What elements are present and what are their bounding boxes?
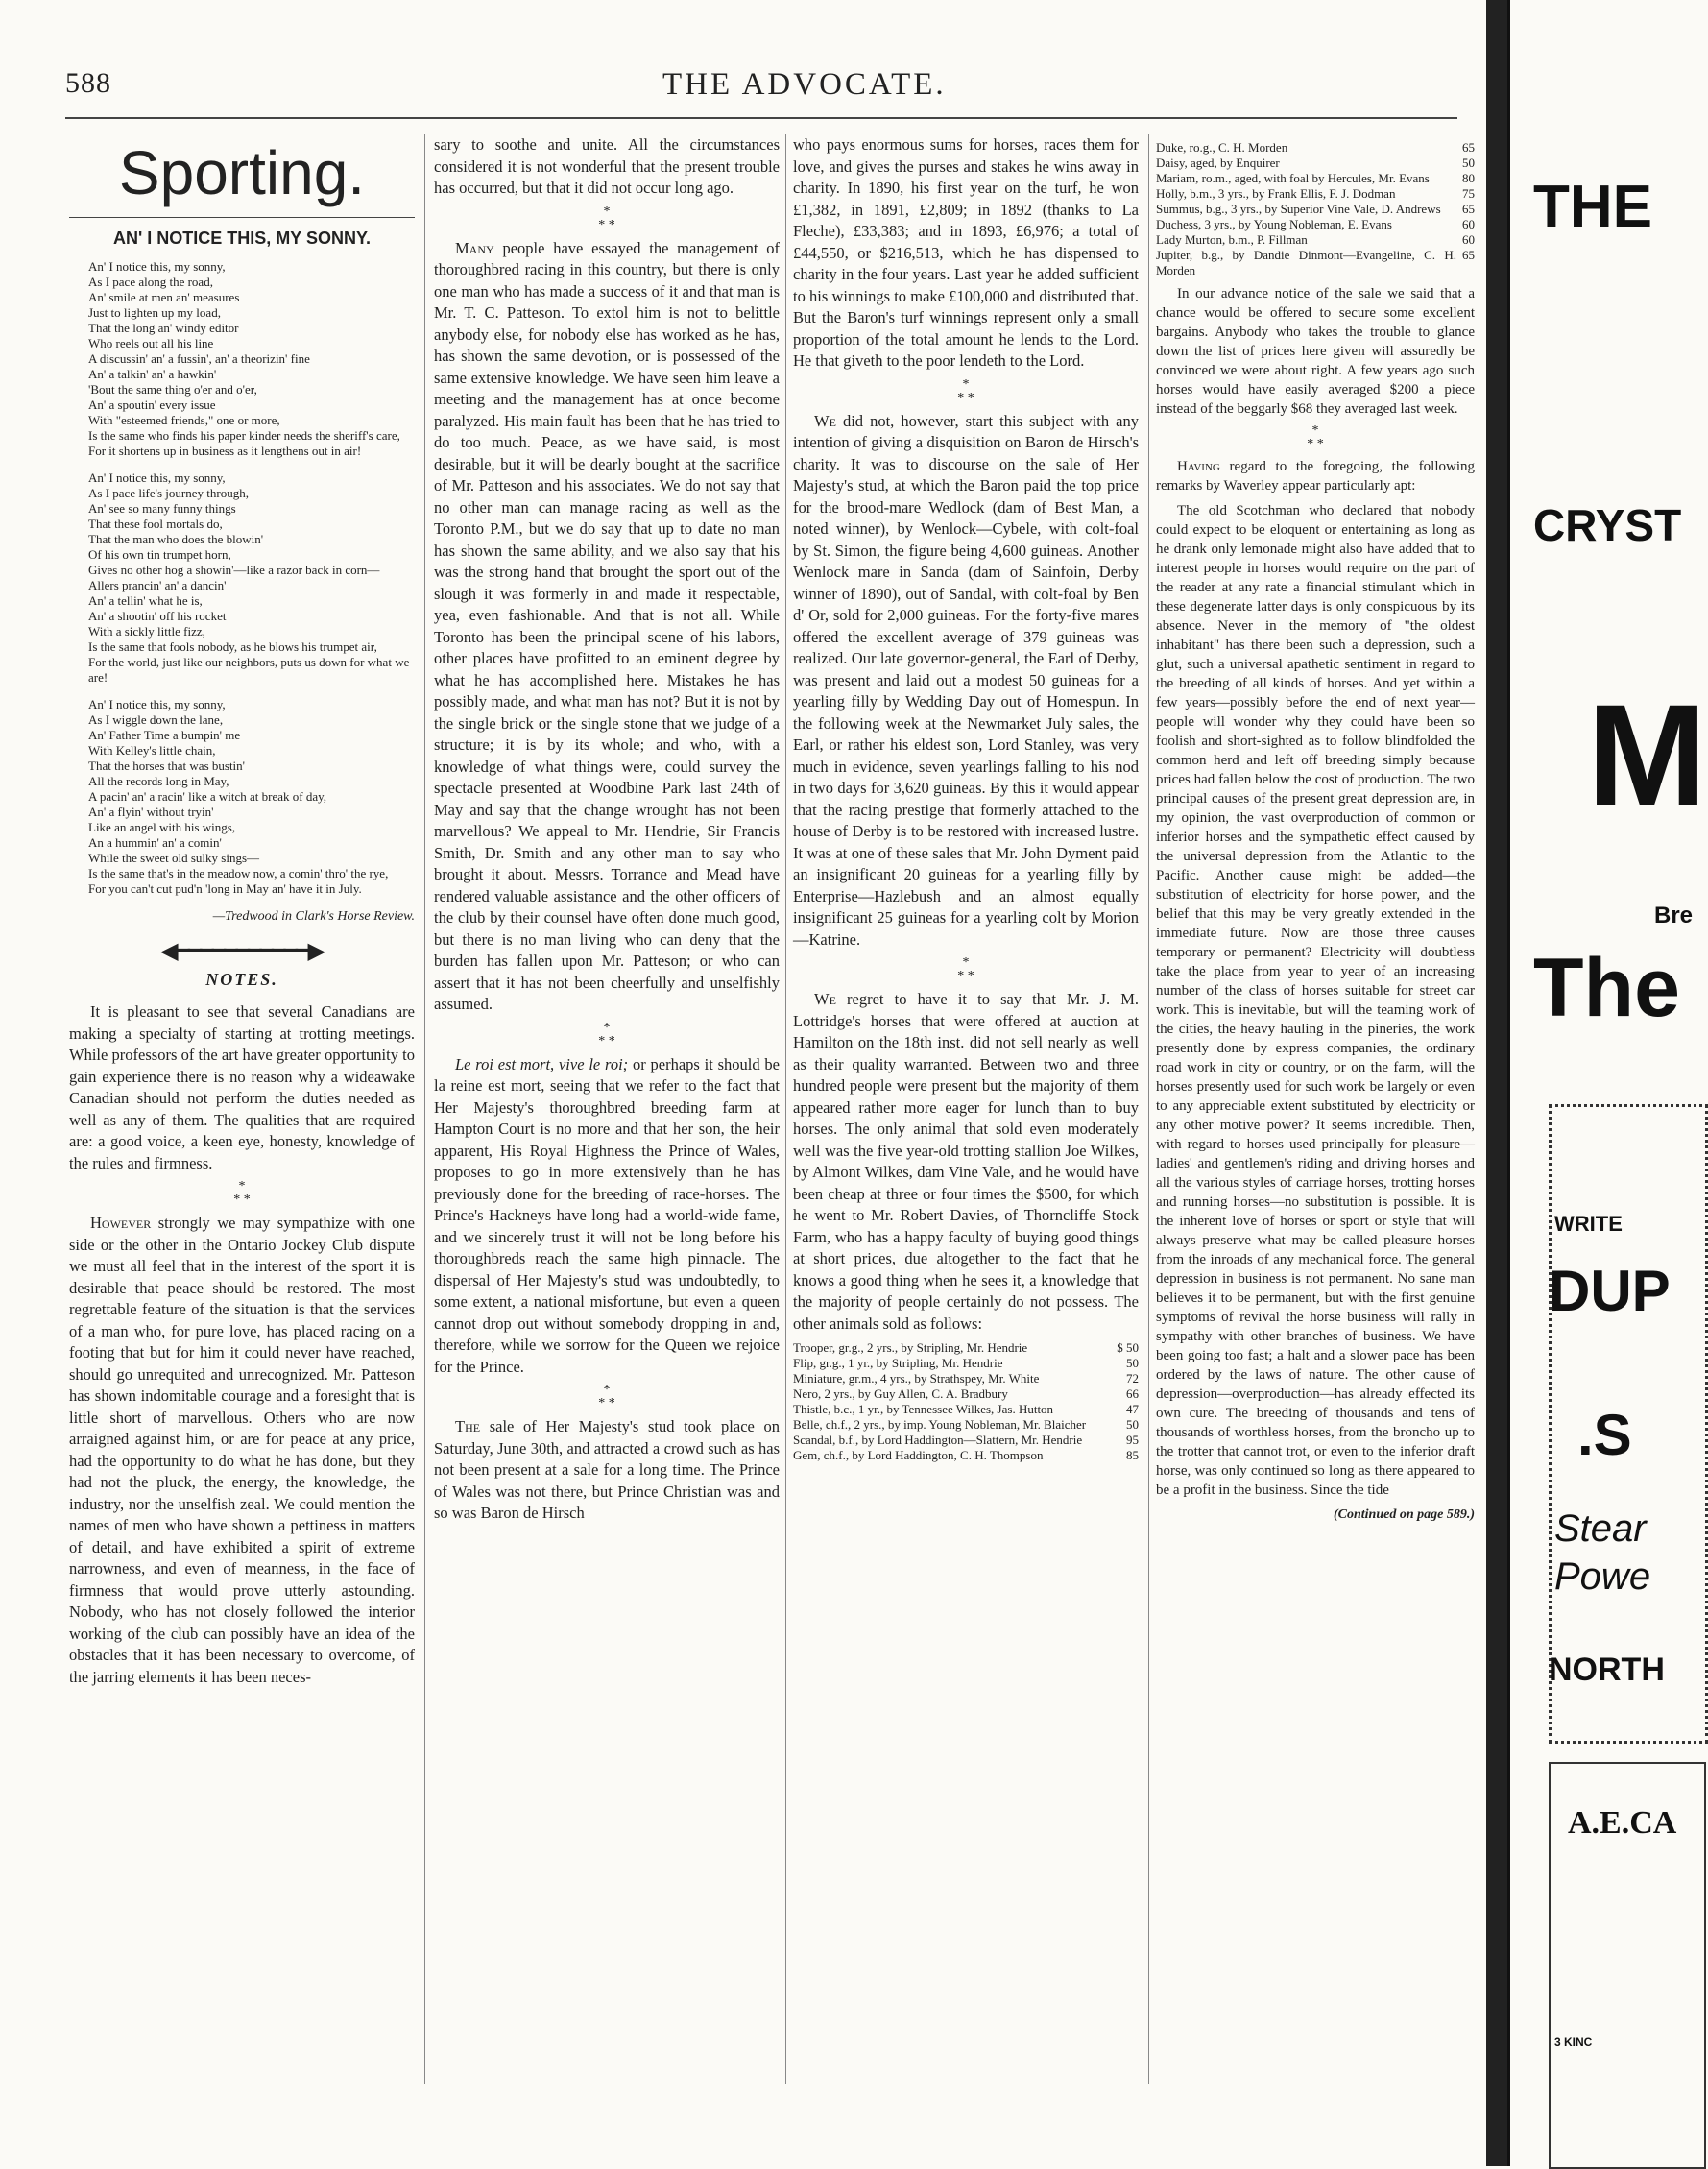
lead-word: We — [814, 411, 836, 430]
sale-entry: Nero, 2 yrs., by Guy Allen, C. A. Bradbury — [793, 1386, 1008, 1401]
poem-line: An' I notice this, my sonny, — [88, 696, 226, 711]
sale-row — [793, 1386, 1139, 1402]
paragraph — [434, 1416, 780, 1525]
sale-price: 50 — [1126, 1356, 1139, 1370]
paragraph — [1156, 457, 1475, 495]
column-1 — [69, 134, 415, 2074]
poem-line: 'Bout the same thing o'er and o'er, — [88, 381, 257, 397]
paragraph: In our advance notice of the sale we said that a chance would be offered to secure some excellent bargains. Anybody who takes the trouble to glance down the list of prices here given will assuredly be convinced we were about right. A few years ago such horses would have easily averaged $200 a piece instead of the beggarly $68 they averaged last week. — [1156, 286, 1475, 417]
paragraph-body: people have essayed the management of thoroughbred racing in this country, but there is only one man who has made a success of it and that man is Mr. T. C. Patteson. To extol him is not to belittle anybody else, for nobody else has worked as he has, has shown the same devotion, or is possessed of the same extensive knowledge. We have seen him leave a meeting and the management has at once become paralyzed. His main fault has been that he has tried to do too much. Peace, as we have said, is most desirable, but it will be dearly bought at the sacrifice of Mr. Patteson and his associates. We do not say that no other man can manage racing as well as the Toronto P.M., but we do say that up to date no man has shown the same ability, and we also say that his was the strong hand that brought the sport out of the slough it was formerly in and made it respectable, yea, even fashionable. And that is not all. While Toronto has been the principal scene of his labors, other places have profitted to an eminent degree by what he has accomplished here. Mistakes he has possibly made, and what man has not? But it is not by the single brick or the single stone that we judge of a structure; it is by its whole; and who, with a knowledge of what things were, could survey the spectacle presented at Woodbine Park last 24th of May and say that the change wrought has not been marvellous? We appeal to Mr. Hendrie, Sir Francis Smith, Dr. Smith and any other man to say who brought it about. Messrs. Torrance and Mead have rendered valuable assistance and the other officers of the club by their counsel have often done much good, but there is no man living who can deny that the burden has fallen upon Mr. Patteson; or who can assert that it has not been cheerfully and unselfishly assumed. — [434, 238, 780, 1013]
paragraph: who pays enormous sums for horses, races them for love, and gives the purses and stakes he wins away in charity. In 1890, his first year on the turf, he won £1,382, in 1891, £2,809; in 1892 (thanks to La Fleche), £33,383; and in 1893, £6,976; a total of £44,550, or $216,513, which he has dispensed to charity in the four years. Last year he added sufficient to his winnings to make £100,000 and distributed that. But the Baron's turf winnings represent only a small proportion of the total amount he lends to the Lord. He that giveth to the poor lendeth to the Lord. — [793, 135, 1139, 370]
ad-text: 3 KINC — [1554, 2036, 1593, 2049]
poem-line: An' a spoutin' every issue — [88, 397, 216, 412]
stanza-break — [88, 459, 415, 470]
notes-title: NOTES. — [205, 969, 278, 989]
paragraph: The old Scotchman who declared that nobody could expect to be eloquent or entertaining as long as he drank only lemonade might also have added that to interest people in horses would require on the part of the reader at any rate a financial stimulant which in these degenerate latter days is only conspicuous by its absence. Never in the memory of "the oldest inhabitant" has there been such a depression, such a glut, such a universal apathetic sentiment in regard to the breeding of all kinds of horses. And yet within a few years—possibly before the end of next year—people will wonder why they could have been so foolish and short-sighted as to follow blindfolded the common herd and left off breeding simply because prices had fallen below the cost of production. The two principal causes of the present great depression are, in my opinion, the vast overproduction of common or inferior horses and the sympathetic effect caused by the universal depression from the Atlantic to the Pacific. Another cause might be added—the substitution of electricity for horse power, and the belief that this may be very greatly extended in the immediate future. Now are those three causes temporary or permanent? Electricity will doubtless take the place from year to year of an increasing number of the class of horses suitable for street car work. This is inevitable, but will the teaming work of the cities, the heavy hauling in the pineries, the work presently done by express companies, the ordinary road work in city or country, or on the farm, will the horses presently used for such work be largely or even to any appreciable extent substituted by electricity or any other motive power? It seems incredible. Then, with regard to horses used principally for pleasure—ladies' and gentlemen's riding and driving horses and all the various styles of carriage horses, trotting horses and running horses—no substitution is possible. It is the inherent love of horses or sport or style that will always preserve what may be called pleasure horses from the inroads of any mechanical force. The general depression in business is not permanent. No sane man believes it to be permanent, but with the first genuine symptoms of revival the horse business will rally in sympathy with other branches of business. We have been going too fast; a halt and a slower pace has been ordered by the laws of nature. The other cause of depression—overproduction—has already effected its own cure. The breeding of thousands and tens of thousands of worthless horses, from the broncho up to the trotter that cannot trot, or even to the inferior draft horse, was only continued so long as there appeared to be a profit in the business. Since the tide — [1156, 503, 1475, 1498]
poem-line: That the horses that was bustin' — [88, 758, 246, 773]
sale-list — [1156, 140, 1475, 278]
column-divider — [785, 134, 786, 2084]
ad-text: A.E.CA — [1568, 1805, 1677, 1841]
ad-text: CRYST — [1533, 500, 1682, 550]
stanza-break — [88, 686, 415, 697]
sale-row — [1156, 171, 1475, 186]
paragraph-body: regard to the foregoing, the following remarks by Waverley appear particularly apt: — [1156, 459, 1475, 494]
poem-line: An' I notice this, my sonny, — [88, 258, 226, 274]
poem-line: For it shortens up in business as it lengthens out in air! — [88, 443, 362, 458]
poem-line: For you can't cut pud'n 'long in May an' have it in July. — [88, 880, 362, 896]
top-rule — [65, 117, 1457, 119]
poem-line: As I wiggle down the lane, — [88, 711, 224, 727]
asterism: * * * — [598, 204, 615, 232]
sale-price: 65 — [1462, 140, 1475, 155]
ad-text: NORTH — [1549, 1651, 1665, 1688]
sale-price: 95 — [1126, 1433, 1139, 1447]
sale-price: $ 50 — [1117, 1340, 1139, 1355]
sale-entry: Jupiter, b.g., by Dandie Dinmont—Evangeline, C. H. Morden — [1156, 248, 1456, 277]
sale-price: 60 — [1462, 217, 1475, 231]
poem-line: An' I notice this, my sonny, — [88, 470, 226, 485]
ad-text: The — [1533, 942, 1680, 1034]
paragraph-body: regret to have it to say that Mr. J. M. Lottridge's horses that were offered at auction at Hamilton on the 18th inst. did not sell nearly as well as their quality warranted. Between two and three hundred people were present but the majority of them appeared rather more eager for lunch than to buy horses. The only animal that sold even moderately well was the five year-old trotting stallion Joe Wilkes, by Almont Wilkes, dam Vine Vale, and he would have been cheap at three or four times the $500, for which he went to Mr. Robert Davies, of Thorncliffe Stock Farm, who has a happy faculty of buying good things at short prices, due altogether to the fact that he knows a good thing when he sees it, a knowledge that the majority of people certainly do not possess. The other animals sold as follows: — [793, 990, 1139, 1333]
sale-price: 47 — [1126, 1402, 1139, 1416]
adjacent-page-ad — [1507, 0, 1707, 2166]
sale-price: 65 — [1462, 248, 1475, 262]
asterism: * * * — [598, 1020, 615, 1048]
poem-line: All the records long in May, — [88, 773, 229, 788]
sale-price: 85 — [1126, 1448, 1139, 1462]
poem-line: With a sickly little fizz, — [88, 623, 205, 639]
poem-line: Like an angel with his wings, — [88, 819, 236, 834]
poem-line: Allers prancin' an' a dancin' — [88, 577, 227, 592]
asterism: * * * — [598, 1383, 615, 1410]
column-3 — [793, 134, 1139, 2103]
asterism: * * * — [1307, 423, 1324, 451]
paragraph-body: sale of Her Majesty's stud took place on Saturday, June 30th, and attracted a crowd such as has not been present at a sale for a long time. The Prince of Wales was not there, but Prince Christian was and so was Baron de Hirsch — [434, 1417, 780, 1522]
poem-line: An' a tellin' what he is, — [88, 592, 203, 608]
poem-line: Is the same that fools nobody, as he blows his trumpet air, — [88, 639, 377, 654]
poem-line: With Kelley's little chain, — [88, 742, 216, 758]
ad-text: M — [1587, 674, 1707, 835]
lead-phrase: Le roi est mort, vive le roi; — [455, 1054, 629, 1073]
sale-row — [793, 1356, 1139, 1371]
sale-price: 50 — [1462, 156, 1475, 170]
column-2 — [434, 134, 780, 2103]
poem-credit: —Tredwood in Clark's Horse Review. — [212, 908, 415, 924]
lead-word: Having — [1177, 459, 1220, 474]
sale-entry: Lady Murton, b.m., P. Fillman — [1156, 232, 1308, 247]
poem-line: An' a flyin' without tryin' — [88, 804, 214, 819]
page-number: 588 — [65, 67, 111, 99]
paragraph — [434, 1054, 780, 1379]
sale-entry: Mariam, ro.m., aged, with foal by Hercules, Mr. Evans — [1156, 171, 1430, 185]
poem-line: Of his own tin trumpet horn, — [88, 546, 231, 562]
poem-line: An' smile at men an' measures — [88, 289, 240, 304]
divider — [69, 217, 415, 218]
sale-entry: Flip, gr.g., 1 yr., by Stripling, Mr. Hendrie — [793, 1356, 1003, 1370]
ad-text: THE — [1533, 174, 1652, 240]
poem-line: That these fool mortals do, — [88, 516, 223, 531]
paragraph — [793, 989, 1139, 1335]
masthead: THE ADVOCATE. — [662, 67, 947, 102]
poem-line: With "esteemed friends," one or more, — [88, 412, 280, 427]
sale-row — [1156, 232, 1475, 248]
poem-line: For the world, just like our neighbors, puts us down for what we are! — [88, 654, 410, 685]
sale-entry: Summus, b.g., 3 yrs., by Superior Vine Vale, D. Andrews — [1156, 202, 1441, 216]
poem-line: While the sweet old sulky sings— — [88, 850, 260, 865]
poem-line: A discussin' an' a fussin', an' a theorizin' fine — [88, 350, 310, 366]
poem-line: That the long an' windy editor — [88, 320, 239, 335]
poem-line: Gives no other hog a showin'—like a razor back in corn— — [88, 562, 380, 577]
poem-line: An' a shootin' off his rocket — [88, 608, 227, 623]
ad-text: DUP — [1549, 1259, 1671, 1323]
poem-line: As I pace life's journey through, — [88, 485, 249, 500]
sale-entry: Scandal, b.f., by Lord Haddington—Slattern, Mr. Hendrie — [793, 1433, 1083, 1447]
sale-entry: Gem, ch.f., by Lord Haddington, C. H. Thompson — [793, 1448, 1044, 1462]
paragraph: sary to soothe and unite. All the circumstances considered it is not wonderful that the present trouble has occurred, but that it did not occur long ago. — [434, 135, 780, 197]
section-title: Sporting. — [118, 138, 366, 207]
sale-entry: Duchess, 3 yrs., by Young Nobleman, E. Evans — [1156, 217, 1392, 231]
sale-price: 75 — [1462, 186, 1475, 201]
poem-line: An a hummin' an' a comin' — [88, 834, 222, 850]
sale-row — [793, 1340, 1139, 1356]
lead-word: We — [814, 990, 836, 1008]
sale-row — [793, 1417, 1139, 1433]
sale-entry: Duke, ro.g., C. H. Morden — [1156, 140, 1288, 155]
ad-text: .S — [1577, 1403, 1632, 1467]
ad-text: Bre — [1654, 903, 1694, 928]
poem-line: Is the same that's in the meadow now, a comin' thro' the rye, — [88, 865, 389, 880]
asterism: * * * — [957, 955, 974, 983]
poem-title: AN' I NOTICE THIS, MY SONNY. — [113, 229, 371, 248]
lead-word: However — [90, 1214, 152, 1232]
page-gutter — [1486, 0, 1507, 2166]
paragraph-body: strongly we may sympathize with one side or the other in the Ontario Jockey Club dispute we must all feel that in the interest of the sport it is desirable that peace should be restored. The most regrettable feature of the situation is that the services of a man who, for pure love, has placed racing on a footing that but for him it could never have reached, should go unrequited and unrecognized. Mr. Patteson has shown indomitable courage and a foresight that is little short of marvellous. Others who are now arraigned against him, or are for peace at any price, had the opportunity to do what he has done, but they had not the pluck, the energy, the knowledge, the industry, nor the unselfish zeal. We could mention the names of men who have shown a pettiness in matters of detail, and have exhibited a spirit of extreme narrowness, and even of meanness, in the face of firmness that would prove utterly astounding. Nobody, who has not closely followed the interior working of the club can possibly have an idea of the obstacles that it has been necessary to overcome, of the jarring elements it has been neces- — [69, 1214, 415, 1686]
sale-price: 80 — [1462, 171, 1475, 185]
poem-line: An' Father Time a bumpin' me — [88, 727, 241, 742]
ad-text: Powe — [1554, 1555, 1651, 1598]
poem-line: Who reels out all his line — [88, 335, 214, 350]
ornament-rule: ◀━━━━━━━━━━━▶ — [160, 939, 324, 964]
sale-row — [1156, 186, 1475, 202]
column-divider — [1148, 134, 1149, 2084]
sale-entry: Trooper, gr.g., 2 yrs., by Stripling, Mr. Hendrie — [793, 1340, 1028, 1355]
sale-entry: Belle, ch.f., 2 yrs., by imp. Young Nobleman, Mr. Blaicher — [793, 1417, 1087, 1432]
sale-entry: Thistle, b.c., 1 yr., by Tennessee Wilkes, Jas. Hutton — [793, 1402, 1054, 1416]
paragraph — [69, 1213, 415, 1688]
sale-row — [793, 1371, 1139, 1386]
sale-row — [793, 1402, 1139, 1417]
sale-row — [1156, 248, 1475, 278]
paragraph-body: did not, however, start this subject with any intention of giving a disquisition on Baron de Hirsch's charity. It was to discourse on the sale of Her Majesty's stud, at which the Baron paid the top price for the brood-mare Wedlock (dam of Best Man, a noted winner), by Wenlock—Cybele, with colt-foal by St. Simon, the figure being 4,600 guineas. Another Wenlock mare in Sanda (dam of Sainfoin, Derby winner of 1890), out of Sandal, with colt-foal by Ben d' Or, sold for 2,000 guineas. For the forty-five mares offered the excellent average of 379 guineas was realized. Our late governor-general, the Earl of Derby, was present and laid out a modest 50 guineas for a yearling filly by Wedding Day out of Homespun. In the following week at the Newmarket July sales, the Earl, or rather his eldest son, Lord Stanley, was very much in evidence, seven yearlings falling to his nod in two days for 3,620 guineas. By this it would appear that the racing prestige that formerly attached to the house of Derby is to be restored with increased lustre. It was at one of these sales that Mr. John Dyment paid an insignificant 20 guineas for a yearling filly by Enterprise—Hazlebush and an almost equally insignificant 25 guineas for a yearling colt by Morion—Katrine. — [793, 411, 1139, 949]
sale-entry: Daisy, aged, by Enquirer — [1156, 156, 1280, 170]
poem-line: Is the same who finds his paper kinder needs the sheriff's care, — [88, 427, 400, 443]
ad-text: WRITE — [1554, 1212, 1623, 1236]
sale-row — [793, 1448, 1139, 1463]
ad-text: Stear — [1554, 1507, 1647, 1550]
sale-price: 72 — [1126, 1371, 1139, 1386]
poem-line: A pacin' an' a racin' like a witch at break of day, — [88, 788, 327, 804]
sale-entry: Miniature, gr.m., 4 yrs., by Strathspey, Mr. White — [793, 1371, 1040, 1386]
poem-line: An' a talkin' an' a hawkin' — [88, 366, 217, 381]
sale-price: 66 — [1126, 1386, 1139, 1401]
sale-list — [793, 1340, 1139, 1463]
poem-line: Just to lighten up my load, — [88, 304, 221, 320]
asterism: * * * — [957, 376, 974, 405]
asterism: * * * — [233, 1179, 251, 1207]
sale-entry: Holly, b.m., 3 yrs., by Frank Ellis, F. J. Dodman — [1156, 186, 1396, 201]
paragraph — [793, 411, 1139, 952]
sale-row — [1156, 140, 1475, 156]
sale-price: 65 — [1462, 202, 1475, 216]
sale-price: 50 — [1126, 1417, 1139, 1432]
poem-line: An' see so many funny things — [88, 500, 236, 516]
sale-price: 60 — [1462, 232, 1475, 247]
column-4 — [1156, 134, 1475, 2103]
continued-note: (Continued on page 589.) — [1333, 1507, 1475, 1522]
paragraph — [434, 238, 780, 1016]
lead-word: Many — [455, 238, 494, 257]
poem — [69, 259, 415, 897]
column-divider — [424, 134, 425, 2084]
poem-line: As I pace along the road, — [88, 274, 213, 289]
paragraph-body: or perhaps it should be la reine est mort, seeing that we refer to the fact that Her Majesty's thoroughbred breeding farm at Hampton Court is no more and that her son, the heir apparent, His Royal Highness the Prince of Wales, proposes to go in more extensively than he has previously done for the breeding of race-horses. The Prince's Hackneys have long had a world-wide fame, and we sincerely trust it will not be long before his thoroughbreds reach the same high pinnacle. The dispersal of Her Majesty's stud was undoubtedly, to some extent, a national misfortune, but even a queen cannot drop out without somebody dropping in and, therefore, while we sorrow for the Queen we rejoice for the Prince. — [434, 1054, 780, 1376]
lead-word: The — [455, 1417, 481, 1435]
sale-row — [1156, 156, 1475, 171]
poem-line: That the man who does the blowin' — [88, 531, 264, 546]
sale-row — [793, 1433, 1139, 1448]
sale-row — [1156, 217, 1475, 232]
paragraph: It is pleasant to see that several Canadians are making a specialty of starting at trotting meetings. While professors of the art have greater opportunity to gain experience there is no reason why a wideawake Canadian should not perform the duties needed as well as any of them. The qualities that are required are: a good voice, a keen eye, honesty, knowledge of the rules and firmness. — [69, 1002, 415, 1172]
sale-row — [1156, 202, 1475, 217]
